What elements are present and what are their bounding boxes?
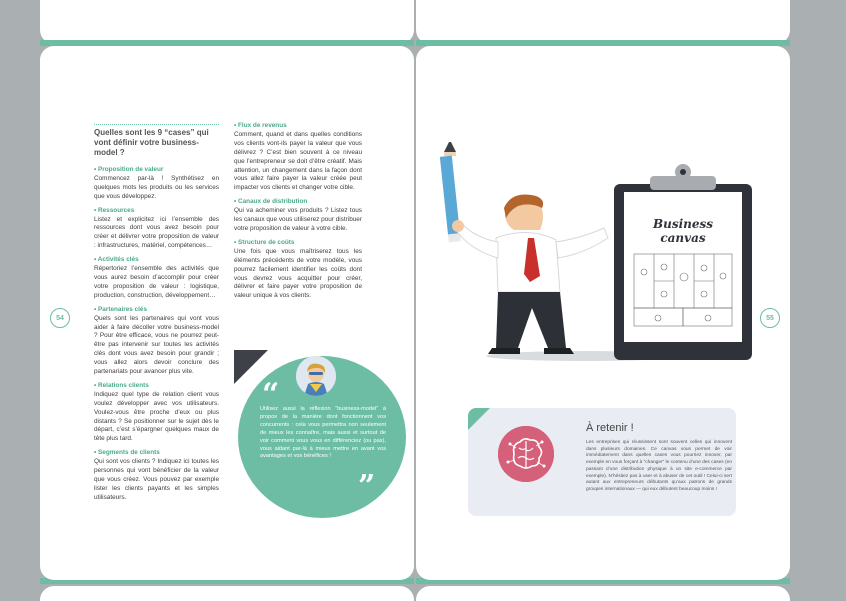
canvas-title-line2: canvas <box>660 231 706 245</box>
business-canvas-illustration <box>436 142 766 372</box>
next-page-left <box>40 586 414 601</box>
businessman-icon <box>452 195 608 355</box>
superhero-avatar-icon <box>296 356 336 396</box>
page-number-left: 54 <box>50 308 70 328</box>
left-column <box>94 124 219 503</box>
section-body: Répertoriez l’ensemble des activités que vous aurez besoin d’accomplir pour créer votre proposition de valeur : logistique, production, construction, développement… <box>94 265 219 299</box>
section-body: Commencez par-là ! Synthétisez en quelques mots les produits ou les services que vous développez. <box>94 174 219 200</box>
left-page <box>40 46 414 580</box>
quote-text: Utilisez aussi la réflexion “business-model” à propos de la manière dont fonctionnent vos concurrents : cela vous permettra non seulement de mieux les connaître, mais aussi et surtout de voir comment vous vous en différenciez (ou pas), vous aidant par-là à mieux mettre en avant vos avantages et vos bénéfices ! <box>260 406 386 460</box>
section-body: Indiquez quel type de relation client vous voulez développer avec vos utilisateurs. Voulez-vous être proche d’eux ou plus distants ? Se positionner sur le sujet dès le départ, c’est s’épargner quelques maux de tête plus tard. <box>94 390 219 443</box>
section-heading: • Partenaires clés <box>94 305 148 313</box>
section-heading: • Proposition de valeur <box>94 166 164 173</box>
section-heading: • Ressources <box>94 206 135 214</box>
section-heading: • Canaux de distribution <box>234 198 308 206</box>
retain-corner-triangle <box>468 408 490 430</box>
section-body: Listez et explicitez ici l’ensemble des ressources dont vous avez besoin pour créer et délivrer votre proposition de valeur : infrastructures, matériel, compétences… <box>94 215 219 250</box>
open-quote-icon: “ <box>262 377 280 412</box>
section-body: Qui va acheminer vos produits ? Listez tous les canaux que vous utiliserez pour distribuer votre proposition de valeur à votre cible. <box>234 207 362 232</box>
canvas-title-line1: Business <box>652 217 714 231</box>
next-page-right <box>416 586 790 601</box>
section-heading: • Relations clients <box>94 381 149 389</box>
question-title: Quelles sont les 9 “cases” qui vont définir votre business-model ? <box>94 124 219 158</box>
right-column <box>234 122 362 301</box>
businessman-clipboard-drawing <box>436 142 766 372</box>
section-heading: • Structure de coûts <box>234 238 295 246</box>
right-page <box>416 46 790 580</box>
retain-box <box>468 408 736 516</box>
sections-list <box>234 122 362 301</box>
retain-title: À retenir ! <box>586 422 634 434</box>
brain-icon <box>498 426 554 482</box>
previous-page-left <box>40 0 414 44</box>
section-body: Comment, quand et dans quelles conditions vos clients vont-ils payer la valeur que vous délivrez ? C’est bien souvent à ce niveau que l’entrepreneur se doit d’être créatif. Mais attention, un changement dans la façon dont vous allez faire payer la valeur créée peut impacter vos clients et changer votre cible. <box>234 130 362 192</box>
section-heading: • Activités clés <box>94 256 139 264</box>
retain-text: Les entreprises qui réussissent sont souvent celles qui innovent dans plusieurs domaines. Ce canvas vous permet de voir immédiatement dans quelles cases vous pourriez innover, par exemple en vous forçant à “changer” le contenu d’une des cases (en passant d’une distribution physique à un site e-commerce par exemple). N’hésitez pas à user et à abuser de cet outil ! Celui-ci sert autant aux entrepreneurs débutants qu’aux patrons de grands groupes internationaux — qui eux débutent beaucoup moins ! <box>586 440 732 492</box>
close-quote-icon: ” <box>358 469 376 504</box>
sections-list <box>94 166 219 503</box>
section-body: Quels sont les partenaires qui vont vous aider à faire décoller votre business-model ? Pour être efficace, vous ne pourrez peut-être pas intervenir sur toutes les activités clés dont vous avez besoin pour grandir ; vous allez alors devoir conclure des partenariats pour avancer plus vite. <box>94 314 219 376</box>
quote-block <box>234 350 406 520</box>
clipboard-icon <box>614 164 752 360</box>
previous-page-right <box>416 0 790 44</box>
page-number-right: 55 <box>760 308 780 328</box>
section-heading: • Segments de clients <box>94 449 160 457</box>
section-body: Qui sont vos clients ? Indiquez ici toutes les personnes qui vont bénéficier de la valeur que vous créez. Vous pouvez par exemple lister les clients payants et les simples utilisateurs. <box>94 458 219 501</box>
section-body: Une fois que vous maîtriserez tous les éléments précédents de votre modèle, vous pourrez facilement identifier les coûts dont vous devrez vous acquitter pour créer, délivrer et faire payer votre proposition de valeur unique à vos clients. <box>234 247 362 300</box>
section-heading: • Flux de revenus <box>234 122 287 129</box>
